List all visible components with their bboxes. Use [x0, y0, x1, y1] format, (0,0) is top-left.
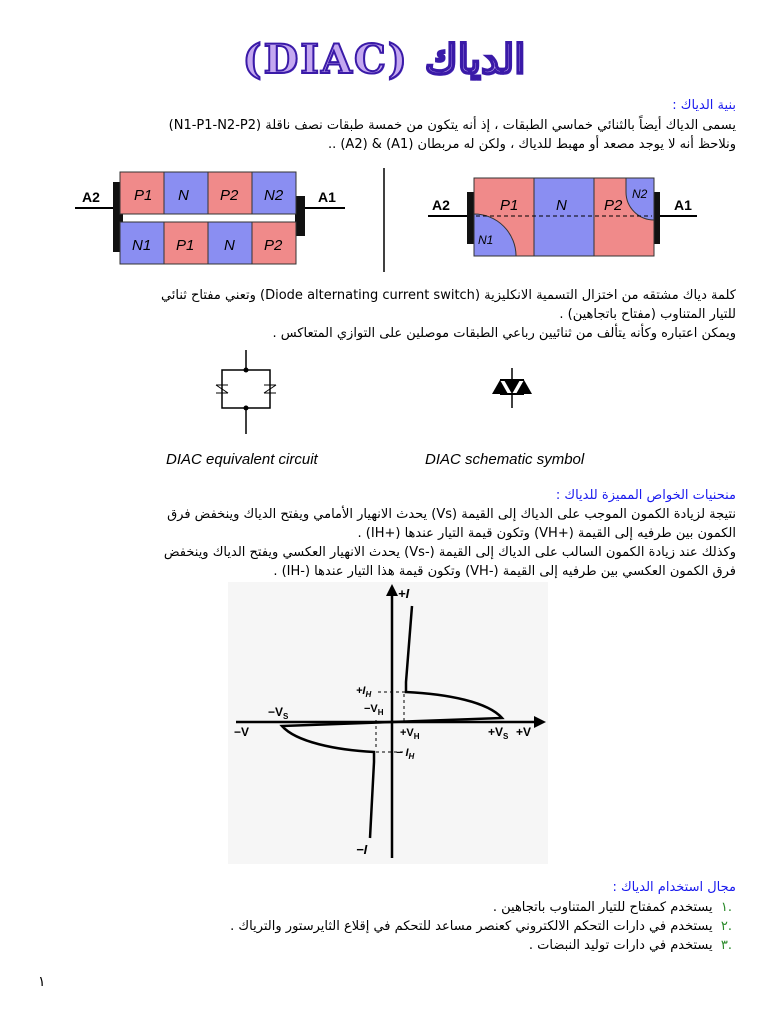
list-text: يستخدم كمفتاح للتيار المتناوب باتجاهين .	[492, 900, 713, 915]
schematic-symbol-caption: DIAC schematic symbol	[425, 451, 585, 468]
list-item	[230, 917, 732, 936]
list-item	[230, 936, 732, 955]
layer-label: P2	[220, 187, 239, 204]
text-line: نتيجة لزيادة الكمون الموجب على الدياك إلى القيمة (Vs) يحدث الانهيار الأمامي ويفتح الدياك وينخفض فرق	[167, 507, 736, 522]
layer-label: N	[178, 187, 189, 204]
definition-paragraph	[16, 286, 736, 343]
list-text: يستخدم في دارات توليد النبضات .	[528, 938, 713, 953]
minus-ih-label: − $I_H$	[396, 747, 415, 761]
text-line: يسمى الدياك أيضاً بالثنائي خماسي الطبقات ، إذ أنه يتكون من خمسة طبقات نصف ناقلة (N1-P1-N2-P2)	[168, 118, 736, 133]
minus-vs-label: $-V_S$	[268, 705, 289, 721]
layer-label: P1	[134, 187, 153, 204]
plus-i-label: +I	[398, 586, 410, 601]
layer-label: N1	[132, 237, 152, 254]
layer-label: N1	[478, 233, 494, 247]
characteristics-paragraph	[16, 505, 736, 581]
layer-label: P2	[264, 237, 283, 254]
list-number: .٣	[720, 938, 732, 953]
terminal-a2-label: A2	[432, 197, 450, 213]
minus-v-label: −V	[234, 725, 250, 739]
minus-vh-label: $-V_H$	[364, 703, 384, 717]
layer-label: N2	[632, 187, 648, 201]
equivalent-circuit-diagram	[200, 350, 300, 440]
text-line: الكمون بين طرفيه إلى القيمة (+VH) وتكون قيمة التيار عندها (+IH) .	[357, 526, 736, 541]
minus-i-label: −I	[356, 842, 368, 857]
plus-ih-label: $+I_H$	[356, 685, 372, 699]
applications-list	[230, 898, 732, 955]
layer-label: N	[556, 197, 567, 214]
layer-n	[534, 178, 594, 256]
terminal-a1-label: A1	[674, 197, 692, 213]
applications-heading: مجال استخدام الدياك :	[612, 880, 736, 895]
layer-label: P2	[604, 197, 623, 214]
plus-v-label: +V	[516, 725, 532, 739]
layer-structure-figure	[0, 160, 768, 280]
two-bar-structure-diagram	[75, 172, 345, 264]
list-number: .١	[720, 900, 732, 915]
text-line: ويمكن اعتباره وكأنه يتألف من ثنائيين رباعي الطبقات موصلين على التوازي المتعاكس .	[272, 326, 736, 341]
text-line: وكذلك عند زيادة الكمون السالب على الدياك إلى القيمة (-Vs) يحدث الانهيار العكسي ويفتح الدياك وينخفض	[163, 545, 736, 560]
list-number: .٢	[720, 919, 732, 934]
structure-paragraph	[16, 116, 736, 154]
text-line: للتيار المتناوب (مفتاح باتجاهين) .	[559, 307, 736, 322]
plus-vh-label: $+V_H$	[400, 727, 420, 741]
structure-heading: بنية الدياك :	[672, 98, 736, 113]
layer-label: N2	[264, 187, 284, 204]
equivalent-circuit-caption: DIAC equivalent circuit	[166, 451, 318, 468]
five-layer-structure-diagram	[428, 178, 697, 256]
terminal-a1-label: A1	[318, 189, 336, 205]
layer-label: P1	[500, 197, 519, 214]
characteristics-heading: منحنيات الخواص المميزة للدياك :	[555, 488, 736, 503]
plus-vs-label: $+V_S$	[488, 725, 509, 741]
layer-label: P1	[176, 237, 195, 254]
terminal-a2-label: A2	[82, 189, 100, 205]
list-item	[230, 898, 732, 917]
diac-symbol-icon	[492, 368, 532, 418]
list-text: يستخدم في دارات التحكم الالكتروني كعنصر مساعد للتحكم في إقلاع الثايرستور والترياك .	[230, 919, 713, 934]
page-title: (DIAC) الدياك	[242, 36, 526, 83]
layer-label: N	[224, 237, 235, 254]
text-line: كلمة دياك مشتقه من اختزال التسمية الانكليزية (Diode alternating current switch) وتعني مفتاح ثنائي	[160, 288, 736, 303]
iv-characteristic-graph	[228, 582, 548, 864]
text-line: ونلاحظ أنه لا يوجد مصعد أو مهبط للدياك ، ولكن له مربطان (A1) & (A2) ..	[327, 137, 736, 152]
text-line: فرق الكمون العكسي بين طرفيه إلى القيمة (-VH) وتكون قيمة هذا التيار عندها (-IH) .	[273, 564, 736, 579]
page-number: ١	[38, 974, 46, 990]
